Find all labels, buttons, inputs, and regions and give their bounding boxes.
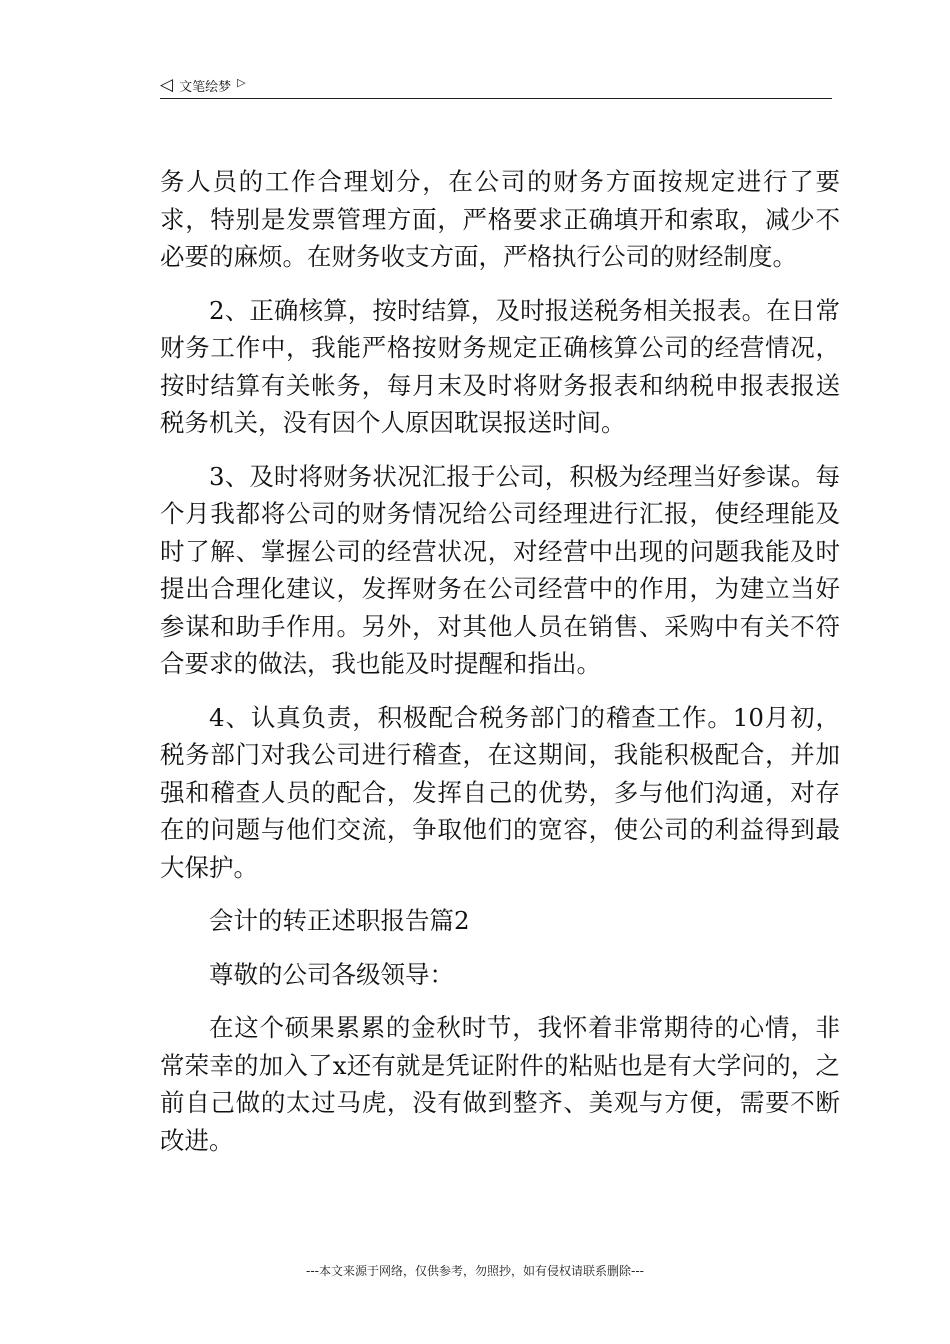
paragraph-2: 2、正确核算，按时结算，及时报送税务相关报表。在日常财务工作中，我能严格按财务规定正确核算公司的经营情况，按时结算有关帐务，每月末及时将财务报表和纳税申报表报送税务机关，没有因个人原因耽误报送时间。 bbox=[160, 295, 840, 437]
triangle-left-icon: ◁ bbox=[160, 74, 174, 95]
page-footer: ---本文来源于网络，仅供参考，勿照抄，如有侵权请联系删除--- bbox=[306, 1264, 644, 1278]
triangle-right-icon: ▷ bbox=[237, 75, 246, 89]
document-body bbox=[160, 163, 840, 1175]
paragraph-3: 3、及时将财务状况汇报于公司，积极为经理当好参谋。每个月我都将公司的财务情况给公司经理进行汇报，使经理能及时了解、掌握公司的经营状况，对经营中出现的问题我能及时提出合理化建议，发挥财务在公司经营中的作用，为建立当好参谋和助手作用。另外，对其他人员在销售、采购中有关不符合要求的做法，我也能及时提醒和指出。 bbox=[160, 461, 840, 678]
paragraph-5: 在这个硕果累累的金秋时节，我怀着非常期待的心情，非常荣幸的加入了x还有就是凭证附件的粘贴也是有大学问的，之前自己做的太过马虎，没有做到整齐、美观与方便，需要不断改进。 bbox=[160, 1013, 840, 1155]
paragraph-4: 4、认真负责，积极配合税务部门的稽查工作。10月初，税务部门对我公司进行稽查，在这期间，我能积极配合，并加强和稽查人员的配合，发挥自己的优势，多与他们沟通，对存在的问题与他们交流，争取他们的宽容，使公司的利益得到最大保护。 bbox=[160, 702, 840, 882]
section-heading: 会计的转正述职报告篇2 bbox=[209, 906, 470, 935]
paragraph-1: 务人员的工作合理划分，在公司的财务方面按规定进行了要求，特别是发票管理方面，严格要求正确填开和索取，减少不必要的麻烦。在财务收支方面，严格执行公司的财经制度。 bbox=[160, 167, 840, 271]
salutation: 尊敬的公司各级领导： bbox=[209, 959, 454, 989]
header-title: 文笔绘梦 bbox=[179, 79, 232, 95]
page-header bbox=[160, 72, 832, 99]
